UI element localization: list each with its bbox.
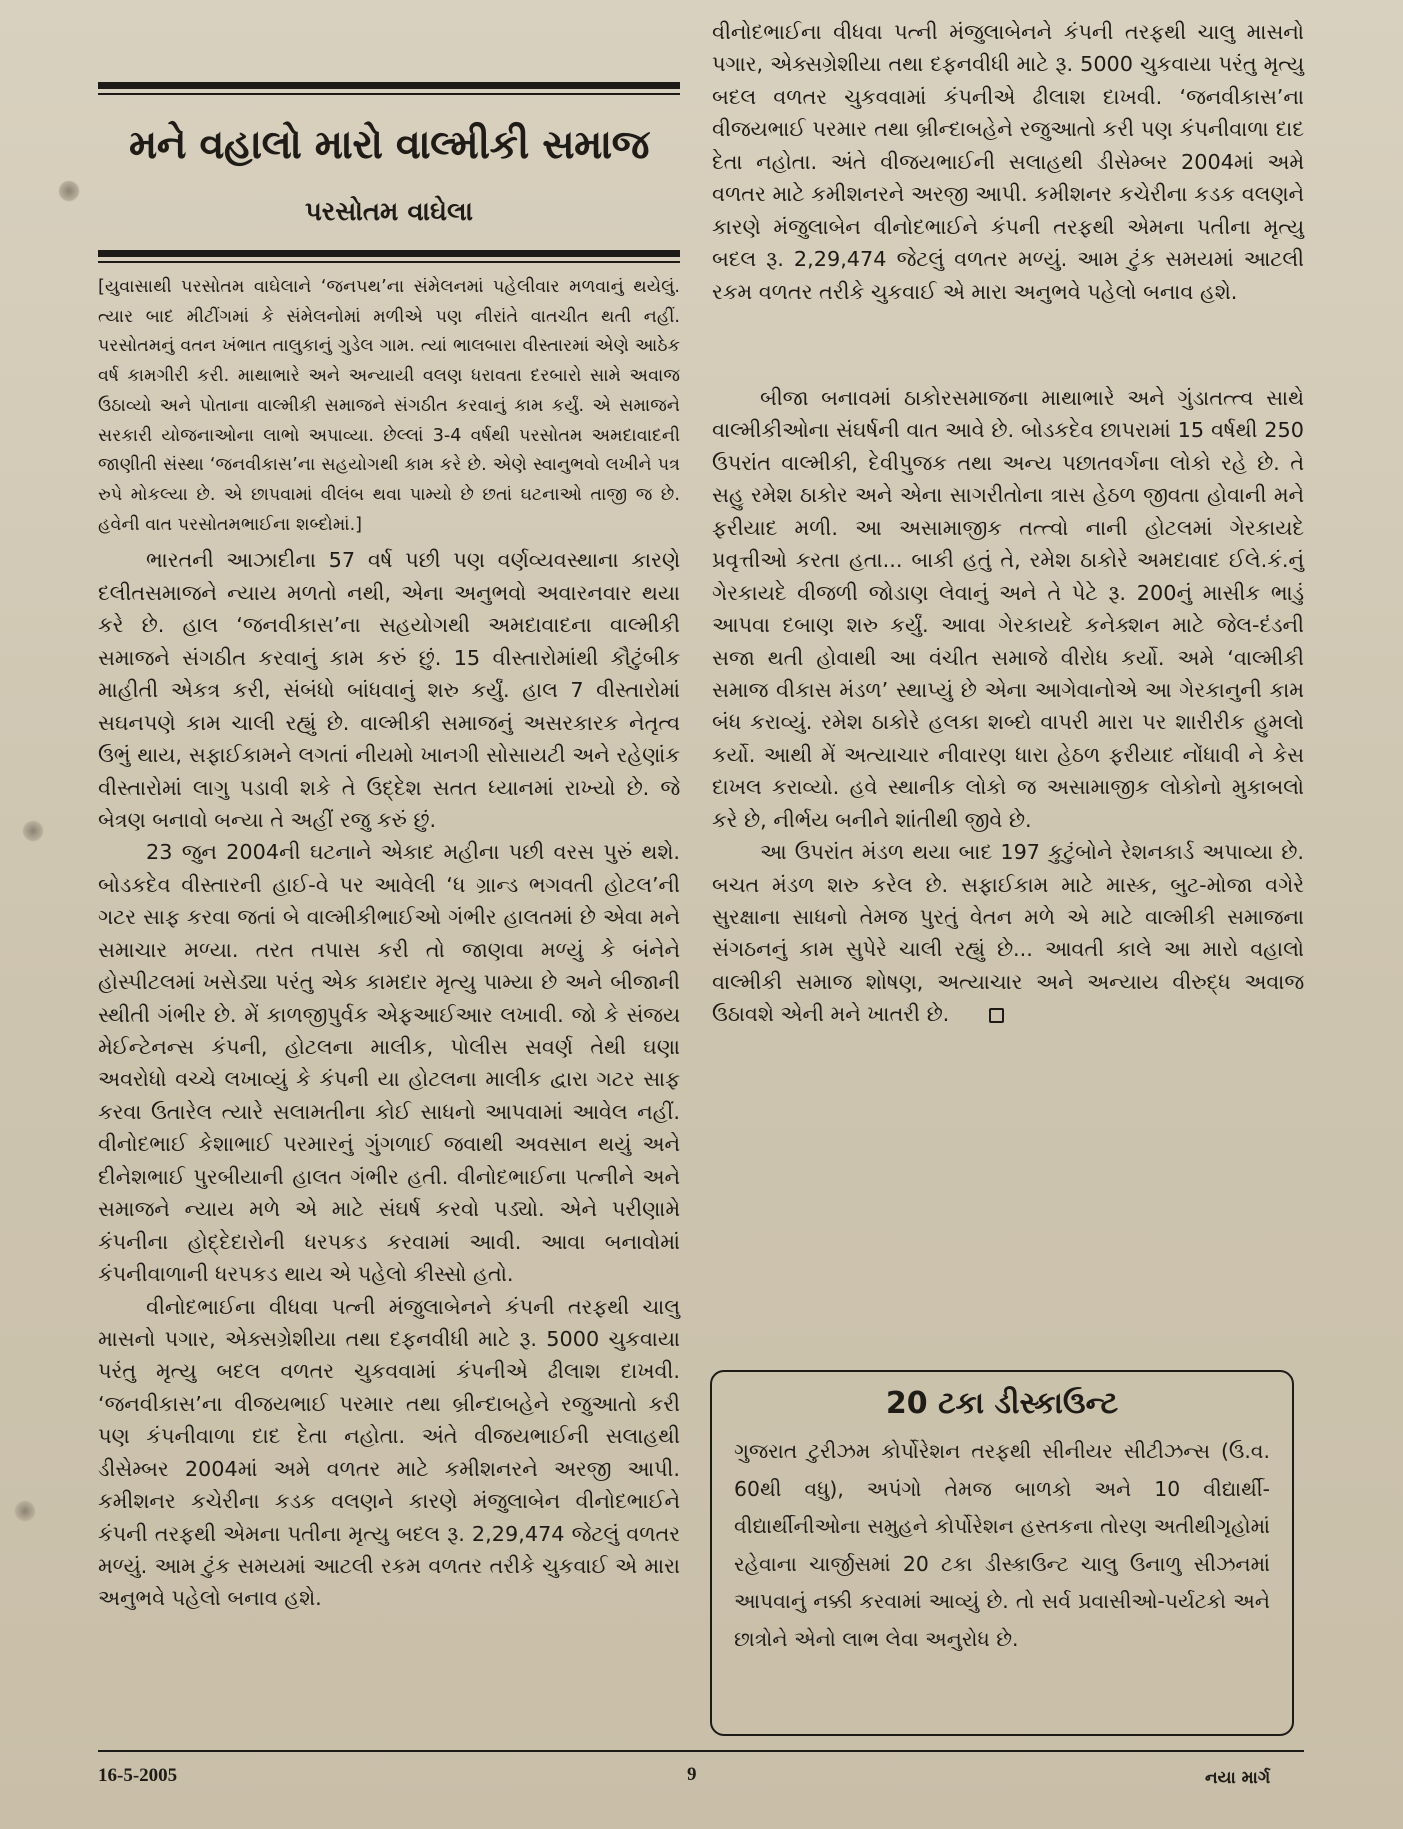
article-intro: [યુવાસાથી પરસોતમ વાઘેલાને ‘જનપથ’ના સંમેલનમાં પહેલીવાર મળવાનું થયેલું. ત્યાર બાદ મીટીંગમાં કે સંમેલનોમાં મળીએ પણ નીરાંતે વાતચીત થતી નહીં. પરસોતમનું વતન ખંભાત તાલુકાનું ગુડેલ ગામ. ત્યાં ભાલબારા વીસ્તારમાં એણે આઠેક વર્ષ કામગીરી કરી. માથાભારે અને અન્યાયી વલણ ધરાવતા દરબારો સામે અવાજ ઉઠાવ્યો અને પોતાના વાલ્મીકી સમાજને સંગઠીત કરવાનું કામ કર્યું. એ સમાજને સરકારી યોજનાઓના લાભો અપાવ્યા. છેલ્લાં 3-4 વર્ષથી પરસોતમ અમદાવાદની જાણીતી સંસ્થા ‘જનવીકાસ’ના સહયોગથી કામ કરે છે. એણે સ્વાનુભવો લખીને પત્ર રુપે મોકલ્યા છે. એ છાપવામાં વીલંબ થવા પામ્યો છે છતાં ઘટનાઓ તાજી જ છે. હવેની વાત પરસોતમભાઈના શબ્દોમાં.]: [98, 277, 680, 535]
article-paragraph: 23 જુન 2004ની ઘટનાને એકાદ મહીના પછી વરસ પુરું થશે. બોડકદેવ વીસ્તારની હાઈ-વે પર આવેલી ‘ધ ગ્રાન્ડ ભગવતી હોટલ’ની ગટર સાફ કરવા જતાં બે વાલ્મીકીભાઈઓ ગંભીર હાલતમાં છે એવા મને સમાચાર મળ્યા. તરત તપાસ કરી તો જાણવા મળ્યું કે બંનેને હોસ્પીટલમાં ખસેડ્યા પરંતુ એક કામદાર મૃત્યુ પામ્યા છે અને બીજાની સ્થીતી ગંભીર છે. મેં કાળજીપુર્વક એફઆઈઆર લખાવી. જો કે સંજય મેઈન્ટેનન્સ કંપની, હોટલના માલીક, પોલીસ સવર્ણ તેથી ઘણા અવરોધો વચ્ચે લખાવ્યું કે કંપની યા હોટલના માલીક દ્વારા ગટર સાફ કરવા ઉતારેલ ત્યારે સલામતીના કોઈ સાધનો આપવામાં આવેલ નહીં. વીનોદભાઈ કેશાભાઈ પરમારનું ગુંગળાઈ જવાથી અવસાન થયું અને દીનેશભાઈ પુરબીયાની હાલત ગંભીર હતી. વીનોદભાઈના પત્નીને અને સમાજને ન્યાય મળે એ માટે સંઘર્ષ કરવો પડ્યો. એને પરીણામે કંપનીના હોદ્દેદારોની ધરપકડ કરવામાં આવી. આવા બનાવોમાં કંપનીવાળાની ધરપકડ થાય એ પહેલો કીસ્સો હતો.: [98, 840, 680, 1287]
header-rule: [98, 82, 680, 89]
continued-paragraph-box: [712, 20, 1304, 382]
article-paragraph-final: [712, 836, 1304, 1031]
punch-hole: [14, 1500, 36, 1522]
article-paragraph: ભારતની આઝાદીના 57 વર્ષ પછી પણ વર્ણવ્યવસ્થાના કારણે દલીતસમાજને ન્યાય મળતો નથી, એના અનુભવો અવારનવાર થયા કરે છે. હાલ ‘જનવીકાસ’ના સહયોગથી અમદાવાદના વાલ્મીકી સમાજને સંગઠીત કરવાનું કામ કરું છું. 15 વીસ્તારોમાંથી કૌટુંબીક માહીતી એકત્ર કરી, સંબંધો બાંધવાનું શરુ કર્યું. હાલ 7 વીસ્તારોમાં સઘનપણે કામ ચાલી રહ્યું છે. વાલ્મીકી સમાજનું અસરકારક નેતૃત્વ ઉભું થાય, સફાઈકામને લગતાં નીયમો ખાનગી સોસાયટી અને રહેણાંક વીસ્તારોમાં લાગુ પડાવી શકે તે ઉદ્દેશ સતત ધ્યાનમાં રાખ્યો છે. જે બેત્રણ બનાવો બન્યા તે અહીં રજુ કરું છું.: [98, 548, 680, 832]
footer-rule: [98, 1750, 1304, 1752]
discount-title: 20 ટકા ડીસ્કાઉન્ટ: [885, 1386, 1119, 1421]
discount-text: ગુજરાત ટુરીઝમ કોર્પોરેશન તરફથી સીનીયર સીટીઝન્સ (ઉ.વ. 60થી વધુ), અપંગો તેમજ બાળકો અને 10 વીદ્યાર્થી-વીદ્યાર્થીનીઓના સમુહને કોર્પોરેશન હસ્તકના તોરણ અતીથીગૃહોમાં રહેવાના ચાર્જીસમાં 20 ટકા ડીસ્કાઉન્ટ ચાલુ ઉનાળુ સીઝનમાં આપવાનું નક્કી કરવામાં આવ્યું છે. તો સર્વ પ્રવાસીઓ-પર્યટકો અને છાત્રોને એનો લાભ લેવા અનુરોધ છે.: [734, 1439, 1270, 1651]
punch-hole: [22, 820, 44, 842]
article-author: પરસોતમ વાઘેલા: [304, 197, 474, 227]
byline-rule: [98, 261, 680, 263]
article-title: મને વહાલો મારો વાલ્મીકી સમાજ: [128, 122, 650, 168]
right-column: [712, 20, 1304, 1031]
header-rule: [98, 93, 680, 95]
publication-name: નયા માર્ગ: [1205, 1768, 1271, 1788]
punch-hole: [58, 180, 80, 202]
left-column: [98, 82, 680, 1611]
article-paragraph: વીનોદભાઈના વીધવા પત્ની મંજુલાબેનને કંપની તરફથી ચાલુ માસનો પગાર, એક્સગ્રેશીયા તથા દફનવીધી માટે રૂ. 5000 ચુકવાયા પરંતુ મૃત્યુ બદલ વળતર ચુકવવામાં કંપનીએ ઢીલાશ દાખવી. ‘જનવીકાસ’ના વીજયભાઈ પરમાર તથા બ્રીન્દાબહેને રજુઆતો કરી પણ કંપનીવાળા દાદ દેતા નહોતા. અંતે વીજયભાઈની સલાહથી ડીસેમ્બર 2004માં અમે વળતર માટે કમીશનરને અરજી આપી. કમીશનર કચેરીના કડક વલણને કારણે મંજુલાબેન વીનોદભાઈને કંપની તરફથી એમના પતીના મૃત્યુ બદલ રૂ. 2,29,474 જેટલું વળતર મળ્યું. આમ ટુંક સમયમાં આટલી રકમ વળતર તરીકે ચુકવાઈ એ મારા અનુભવે પહેલો બનાવ હશે.: [98, 1294, 680, 1611]
discount-notice-box: [710, 1370, 1294, 1736]
article-paragraph-start: [98, 1291, 680, 1611]
article-paragraph: આ ઉપરાંત મંડળ થયા બાદ 197 કુટુંબોને રેશનકાર્ડ અપાવ્યા છે. બચત મંડળ શરુ કરેલ છે. સફાઈકામ માટે માસ્ક, બુટ-મોજા વગેરે સુરક્ષાના સાધનો તેમજ પુરતું વેતન મળે એ માટે વાલ્મીકી સમાજના સંગઠનનું કામ સુપેરે ચાલી રહ્યું છે... આવતી કાલે આ મારો વહાલો વાલ્મીકી સમાજ શોષણ, અત્યાચાર અને અન્યાય વીરુદ્ધ અવાજ ઉઠાવશે એની મને ખાતરી છે.: [712, 840, 1304, 1027]
issue-date: 16-5-2005: [98, 1765, 178, 1786]
article-paragraph-continued: વીનોદભાઈના વીધવા પત્ની મંજુલાબેનને કંપની તરફથી ચાલુ માસનો પગાર, એક્સગ્રેશીયા તથા દફનવીધી માટે રૂ. 5000 ચુકવાયા પરંતુ મૃત્યુ બદલ વળતર ચુકવવામાં કંપનીએ ઢીલાશ દાખવી. ‘જનવીકાસ’ના વીજયભાઈ પરમાર તથા બ્રીન્દાબહેને રજુઆતો કરી પણ કંપનીવાળા દાદ દેતા નહોતા. અંતે વીજયભાઈની સલાહથી ડીસેમ્બર 2004માં અમે વળતર માટે કમીશનરને અરજી આપી. કમીશનર કચેરીના કડક વલણને કારણે મંજુલાબેન વીનોદભાઈને કંપની તરફથી એમના પતીના મૃત્યુ બદલ રૂ. 2,29,474 જેટલું વળતર મળ્યું. આમ ટુંક સમયમાં આટલી રકમ વળતર તરીકે ચુકવાઈ એ મારા અનુભવે પહેલો બનાવ હશે.: [712, 20, 1304, 304]
article-paragraph: બીજા બનાવમાં ઠાકોરસમાજના માથાભારે અને ગુંડાતત્ત્વ સાથે વાલ્મીકીઓના સંઘર્ષની વાત આવે છે. બોડકદેવ છાપરામાં 15 વર્ષથી 250 ઉપરાંત વાલ્મીકી, દેવીપુજક તથા અન્ય પછાતવર્ગના લોકો રહે છે. તે સહુ રમેશ ઠાકોર અને એના સાગરીતોના ત્રાસ હેઠળ જીવતા હોવાની મને ફરીયાદ મળી. આ અસામાજીક તત્ત્વો નાની હોટલમાં ગેરકાયદે પ્રવૃત્તીઓ કરતા હતા... બાકી હતું તે, રમેશ ઠાકોરે અમદાવાદ ઈલે.કં.નું ગેરકાયદે વીજળી જોડાણ લેવાનું અને તે પેટે રૂ. 200નું માસીક ભાડું આપવા દબાણ શરુ કર્યું. આવા ગેરકાયદે કનેક્શન માટે જેલ-દંડની સજા થતી હોવાથી આ વંચીત સમાજે વીરોધ કર્યો. અમે ‘વાલ્મીકી સમાજ વીકાસ મંડળ’ સ્થાપ્યું છે એના આગેવાનોએ આ ગેરકાનુની કામ બંધ કરાવ્યું. રમેશ ઠાકોરે હલકા શબ્દો વાપરી મારા પર શારીરીક હુમલો કર્યો. આથી મેં અત્યાચાર નીવારણ ધારા હેઠળ ફરીયાદ નોંધાવી ને કેસ દાખલ કરાવ્યો. હવે સ્થાનીક લોકો જ અસામાજીક લોકોનો મુકાબલો કરે છે, નીર્ભય બનીને શાંતીથી જીવે છે.: [712, 386, 1304, 832]
page-number: 9: [687, 1764, 697, 1785]
end-of-article-icon: [989, 1008, 1004, 1023]
byline-rule: [98, 250, 680, 257]
